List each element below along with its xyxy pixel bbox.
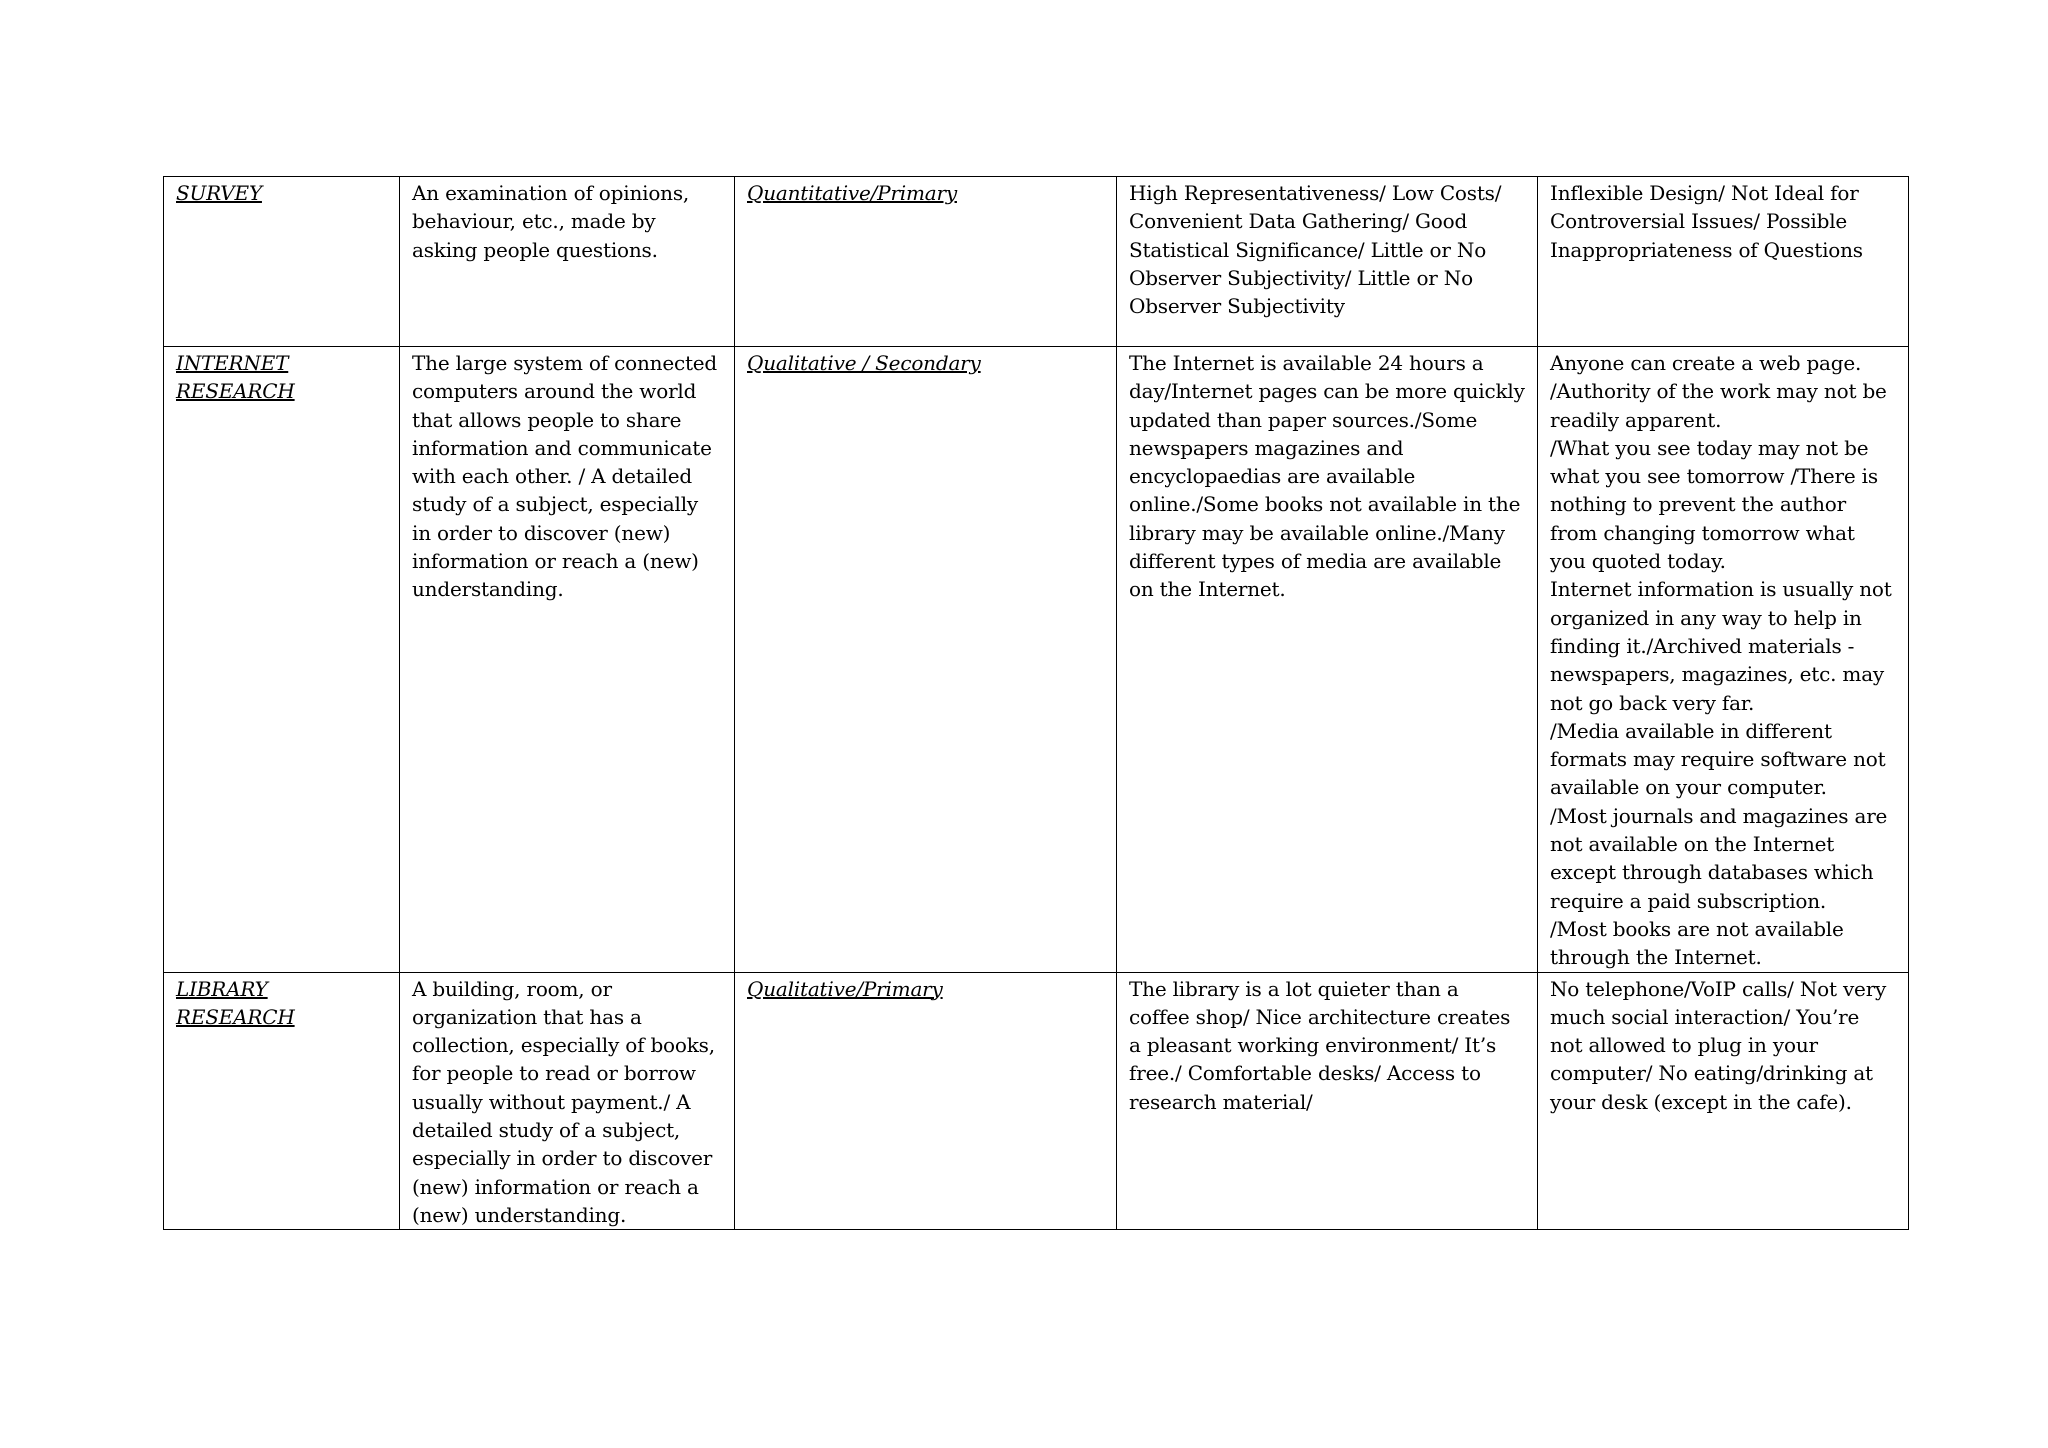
definition-cell [400,177,735,347]
advantages-cell [1117,347,1538,973]
method-name: INTERNET RESEARCH [176,351,295,404]
table-row [164,177,1909,347]
definition-text: The large system of connected computers around the world that allows people to share information and communicate with each other. / A detailed study of a subject, especially in order to discover (new) information or reach a (new) understanding. [412,351,718,602]
disadvantages-text: Anyone can create a web page. /Authority of the work may not be readily apparent. /What you see today may not be what you see tomorrow /There is nothing to prevent the author from changing tomorrow what you quoted today. Internet information is usually not organized in any way to help in finding it./Archived materials - newspapers, magazines, etc. may not go back very far. /Media available in different formats may require software not available on your computer. /Most journals and magazines are not available on the Internet except through databases which require a paid subscription. /Most books are not available through the Internet. [1550,351,1892,970]
type-cell [735,347,1117,973]
advantages-text: The Internet is available 24 hours a day/Internet pages can be more quickly updated than paper sources./Some newspapers magazines and encyclopaedias are available online./Some books not available in the library may be available online./Many different types of media are available on the Internet. [1129,351,1525,602]
disadvantages-cell [1538,972,1909,1230]
definition-text: An examination of opinions, behaviour, etc., made by asking people questions. [412,181,690,262]
disadvantages-text: No telephone/VoIP calls/ Not very much social interaction/ You’re not allowed to plug in your computer/ No eating/drinking at your desk (except in the cafe). [1550,976,1887,1114]
disadvantages-cell [1538,347,1909,973]
research-type: Qualitative / Secondary [747,351,981,375]
type-cell [735,972,1117,1230]
advantages-cell [1117,177,1538,347]
definition-cell [400,972,735,1230]
table-row [164,972,1909,1230]
definition-text: A building, room, or organization that has a collection, especially of books, for people to read or borrow usually without payment./ A detailed study of a subject, especially in order to discover (new) information or reach a (new) understanding. [412,976,715,1227]
advantages-cell [1117,972,1538,1230]
method-name: SURVEY [176,181,262,205]
research-type: Qualitative/Primary [747,976,943,1001]
method-cell [164,347,400,973]
advantages-text: The library is a lot quieter than a coffee shop/ Nice architecture creates a pleasant working environment/ It’s free./ Comfortable desks/ Access to research material/ [1129,976,1511,1114]
method-name: LIBRARY RESEARCH [176,976,295,1029]
definition-cell [400,347,735,973]
method-cell [164,972,400,1230]
table-row [164,347,1909,973]
research-methods-table [163,176,1909,1230]
method-cell [164,177,400,347]
research-type: Quantitative/Primary [747,181,957,205]
disadvantages-text: Inflexible Design/ Not Ideal for Controversial Issues/ Possible Inappropriateness of Questions [1550,181,1863,262]
type-cell [735,177,1117,347]
disadvantages-cell [1538,177,1909,347]
advantages-text: High Representativeness/ Low Costs/ Convenient Data Gathering/ Good Statistical Significance/ Little or No Observer Subjectivity/ Little or No Observer Subjectivity [1129,181,1502,319]
